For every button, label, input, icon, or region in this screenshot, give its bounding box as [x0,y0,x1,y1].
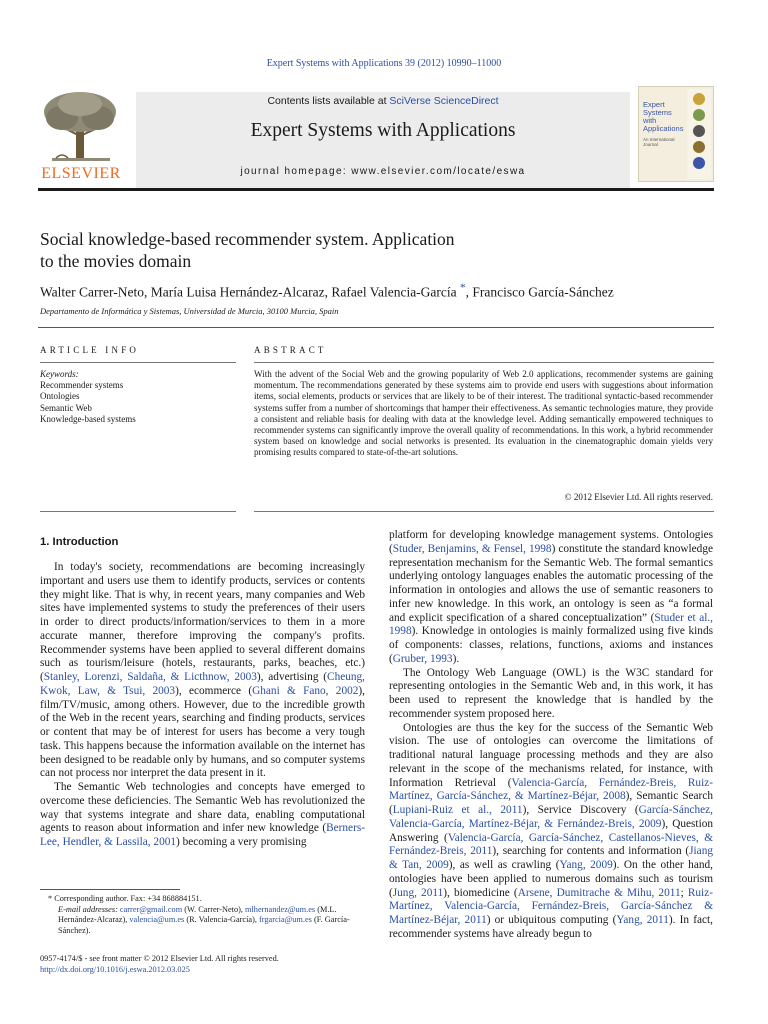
footnotes [40,894,365,936]
copyright: © 2012 Elsevier Ltd. All rights reserved. [564,492,713,502]
body-column-left [40,561,365,850]
citation-link[interactable]: Ghani & Fano, 2002 [252,684,359,697]
elsevier-logo [38,86,124,182]
citation-link[interactable]: Gruber, 1993 [392,652,453,665]
citation-link[interactable]: Berners-Lee, Hendler, & Lassila, 2001 [40,822,365,848]
citation-link[interactable]: Cheung, Kwok, Law, & Tsui, 2003 [40,671,365,697]
citation-link[interactable]: Lupiani-Ruiz et al., 2011 [392,804,523,816]
corresponding-author-mark[interactable]: * [460,282,466,294]
keyword: Knowledge-based systems [40,413,136,424]
divider [38,327,714,328]
divider [40,511,236,512]
elsevier-wordmark: ELSEVIER [41,165,121,182]
journal-reference[interactable]: Expert Systems with Applications 39 (2012) 10990–11000 [266,58,502,69]
cover-graphics-icon [687,89,711,179]
divider [254,362,714,363]
citation-link[interactable]: Stanley, Lorenzi, Saldaña, & Licthnow, 2003 [43,671,257,683]
citation-link[interactable]: Ruiz-Martínez, Valencia-García, Fernández-Breis, García-Sánchez & Martínez-Béjar, 2011 [389,886,713,926]
journal-title: Expert Systems with Applications [250,120,516,141]
citation-link[interactable]: Jiang & Tan, 2009 [389,845,713,871]
header-rule [38,188,714,191]
email-link[interactable]: mlhernandez@um.es [245,904,316,914]
paragraph: Ontologies are thus the key for the success of the Semantic Web vision. The use of ontologies can overcome the limitations of traditional natural language processing methods and they are also relevant in the scope of the mechanisms related, for instance, with Information Retrieval (Valencia-García, Fernández-Breis, Ruiz-Martínez, García-Sánchez, & Martínez-Béjar, 2008), Semantic Search (Lupiani-Ruiz et al., 2011), Service Discovery (García-Sánchez, Valencia-García, Martínez-Béjar, & Fernández-Breis, 2009), Question Answering (Valencia-García, García-Sánchez, Castellanos-Nieves, & Fernández-Breis, 2011), searching for contents and information (Jiang & Tan, 2009), as well as crawling (Yang, 2009). On the other hand, ontologies have been applied to numerous domains such as tourism (Jung, 2011), biomedicine (Arsene, Dumitrache & Mihu, 2011; Ruiz-Martínez, Valencia-García, Fernández-Breis, García-Sánchez & Martínez-Béjar, 2011) or ubiquitous computing (Yang, 2011). In fact, recommender systems have already begun to [389,721,714,940]
sciencedirect-link[interactable]: SciVerse ScienceDirect [389,95,499,107]
divider [254,511,714,512]
abstract-text: With the advent of the Social Web and the growing popularity of Web 2.0 applications, recommender systems are gaining momentum. The recommendations generated by these systems aim to provide end users with suggestions about information items, social elements, products or services that are likely to be of their interest. The traditional syntactic-based recommender systems suffer from a number of shortcomings that hamper their effectiveness. As semantic technologies mature, they provide a consistent and reliable basis for dealing with data at the knowledge level. Adding semantically empowered techniques to recommender systems can significantly improve the overall quality of recommendations. In this work, a hybrid recommender system based on knowledge and social networks is presented. Its evaluation in the cinematographic domain yields very promising results compared to state-of-the-art solutions. [254,369,713,458]
citation-link[interactable]: Yang, 2009 [559,859,613,871]
cover-title: Expert Systems with Applications [643,100,684,133]
doi-link[interactable]: http://dx.doi.org/10.1016/j.eswa.2012.03.025 [40,965,190,974]
keywords-list [40,369,236,425]
keyword: Semantic Web [40,402,92,413]
email-addresses: E-mail addresses: carrer@gmail.com (W. Carrer-Neto), mlhernandez@um.es (M.L. Hernández-Alcaraz), valencia@um.es (R. Valencia-García), frgarcia@um.es (F. García-Sánchez). [58,904,350,935]
abstract-heading: ABSTRACT [254,345,327,355]
journal-cover-thumbnail [638,86,714,182]
issn-line: 0957-4174/$ - see front matter © 2012 Elsevier Ltd. All rights reserved. [40,954,279,963]
paragraph: In today's society, recommendations are becoming increasingly important and users use them to identify products, services or contents they might like. That is why, in recent years, many companies and Web sites have implemented systems to study the preferences of their users in order to direct products/information/services to them in a more accurate manner, therefore improving the company's profits. Recommender systems have been applied to several different domains such as tourism/leisure (hotels, restaurants, parks, beaches, etc.) (Stanley, Lorenzi, Saldaña, & Licthnow, 2003), advertising (Cheung, Kwok, Law, & Tsui, 2003), ecommerce (Ghani & Fano, 2002), film/TV/music, among others. However, due to the incredible growth of the Web in the recent years, searching and finding products, services or content that may be of interest for users has become a very tough task. This happens because the information available on the internet has been designed to be readable only by humans, and so computer systems can not process nor interpret the data present in it. [40,561,365,780]
citation-link[interactable]: Jung, 2011 [392,886,444,899]
email-link[interactable]: carrer@gmail.com [119,904,183,914]
citation-link[interactable]: Arsene, Dumitrache & Mihu, 2011 [517,886,681,899]
corresponding-author-note: * Corresponding author. Fax: +34 868884151. [48,894,202,903]
section-heading-introduction: 1. Introduction [40,536,119,548]
keywords-label: Keywords: [40,369,79,379]
keyword: Recommender systems [40,380,124,391]
paragraph: The Semantic Web technologies and concepts have emerged to overcome these deficiencies. The Semantic Web has revolutionized the way that systems integrate and share data, enabling computational agents to reason about information and infer new knowledge (Berners-Lee, Hendler, & Lassila, 2001) becoming a very promising [40,781,365,848]
keyword: Ontologies [40,391,80,402]
paragraph: The Ontology Web Language (OWL) is the W3C standard for representing ontologies in the Semantic Web and, in this work, it has been used to represent the knowledge that is handled by the recommender system proposed here. [389,666,713,720]
article-title: Social knowledge-based recommender system. Application to the movies domain [40,229,455,271]
journal-homepage[interactable]: journal homepage: www.elsevier.com/locate/eswa [240,166,526,177]
affiliation: Departamento de Informática y Sistemas, Universidad de Murcia, 30100 Murcia, Spain [40,306,339,316]
footnote-rule [40,889,180,890]
citation-link[interactable]: Yang, 2011 [616,914,669,926]
article-info-heading: ARTICLE INFO [40,345,140,355]
authors: Walter Carrer-Neto, María Luisa Hernández-Alcaraz, Rafael Valencia-García *, Francisco García-Sánchez [40,282,614,300]
body-column-right [389,529,713,942]
citation-link[interactable]: Studer et al., 1998 [389,611,713,638]
front-matter [40,953,365,975]
cover-subtitle: An International Journal [643,137,675,147]
divider [40,362,236,363]
citation-link[interactable]: García-Sánchez, Valencia-García, Martínez-Béjar, & Fernández-Breis, 2009 [389,804,713,830]
email-link[interactable]: frgarcia@um.es [259,915,312,925]
citation-link[interactable]: Studer, Benjamins, & Fensel, 1998 [392,542,552,555]
citation-link[interactable]: Valencia-García, García-Sánchez, Castellanos-Nieves, & Fernández-Breis, 2011 [389,831,713,858]
citation-link[interactable]: Valencia-García, Fernández-Breis, Ruiz-Martínez, García-Sánchez, & Martínez-Béjar, 2008 [389,776,713,803]
email-link[interactable]: valencia@um.es [129,915,185,925]
paragraph: platform for developing knowledge management systems. Ontologies (Studer, Benjamins, & Fensel, 1998) constitute the standard knowledge representation mechanism for the Semantic Web. The formal semantics underlying ontology languages enables the automatic processing of the information in ontologies and allows the use of semantic reasoners to infer new knowledge. In this work, an ontology is seen as “a formal and explicit specification of a shared conceptualization” (Studer et al., 1998). Knowledge in ontologies is mainly formalized using five kinds of components: classes, relations, functions, axioms and instances (Gruber, 1993). [389,529,713,665]
contents-line: Contents lists available at SciVerse ScienceDirect [267,95,499,107]
